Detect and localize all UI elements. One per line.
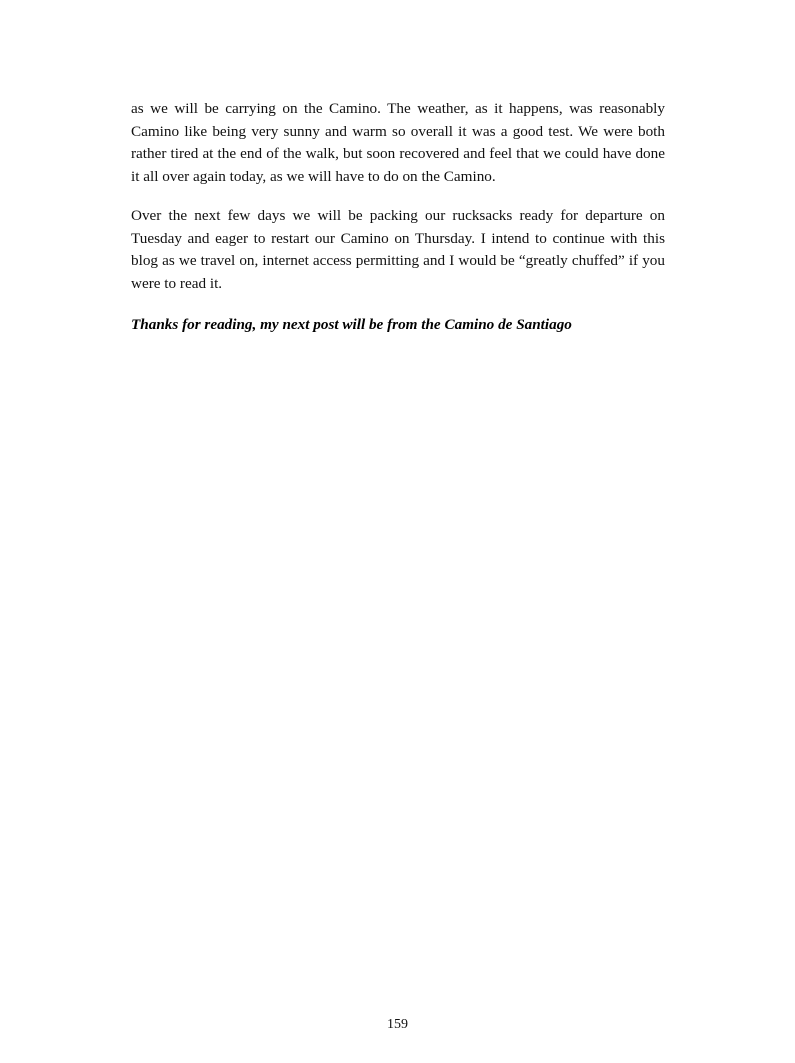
body-paragraph-1: as we will be carrying on the Camino. The weather, as it happens, was reasonably Camino like being very sunny and warm so overall it was a good test. We were both rather tired at the end of the walk, but soon recovered and feel that we could have done it all over again today, as we will have to do on the Camino.	[131, 100, 665, 185]
closing-line: Thanks for reading, my next post will be from the Camino de Santiago	[131, 316, 572, 333]
page-number: 159	[387, 1017, 408, 1032]
body-paragraph-2: Over the next few days we will be packing our rucksacks ready for departure on Tuesday and eager to restart our Camino on Thursday. I intend to continue with this blog as we travel on, internet access permitting and I would be “greatly chuffed” if you were to read it.	[131, 207, 665, 292]
page-body	[131, 98, 665, 337]
